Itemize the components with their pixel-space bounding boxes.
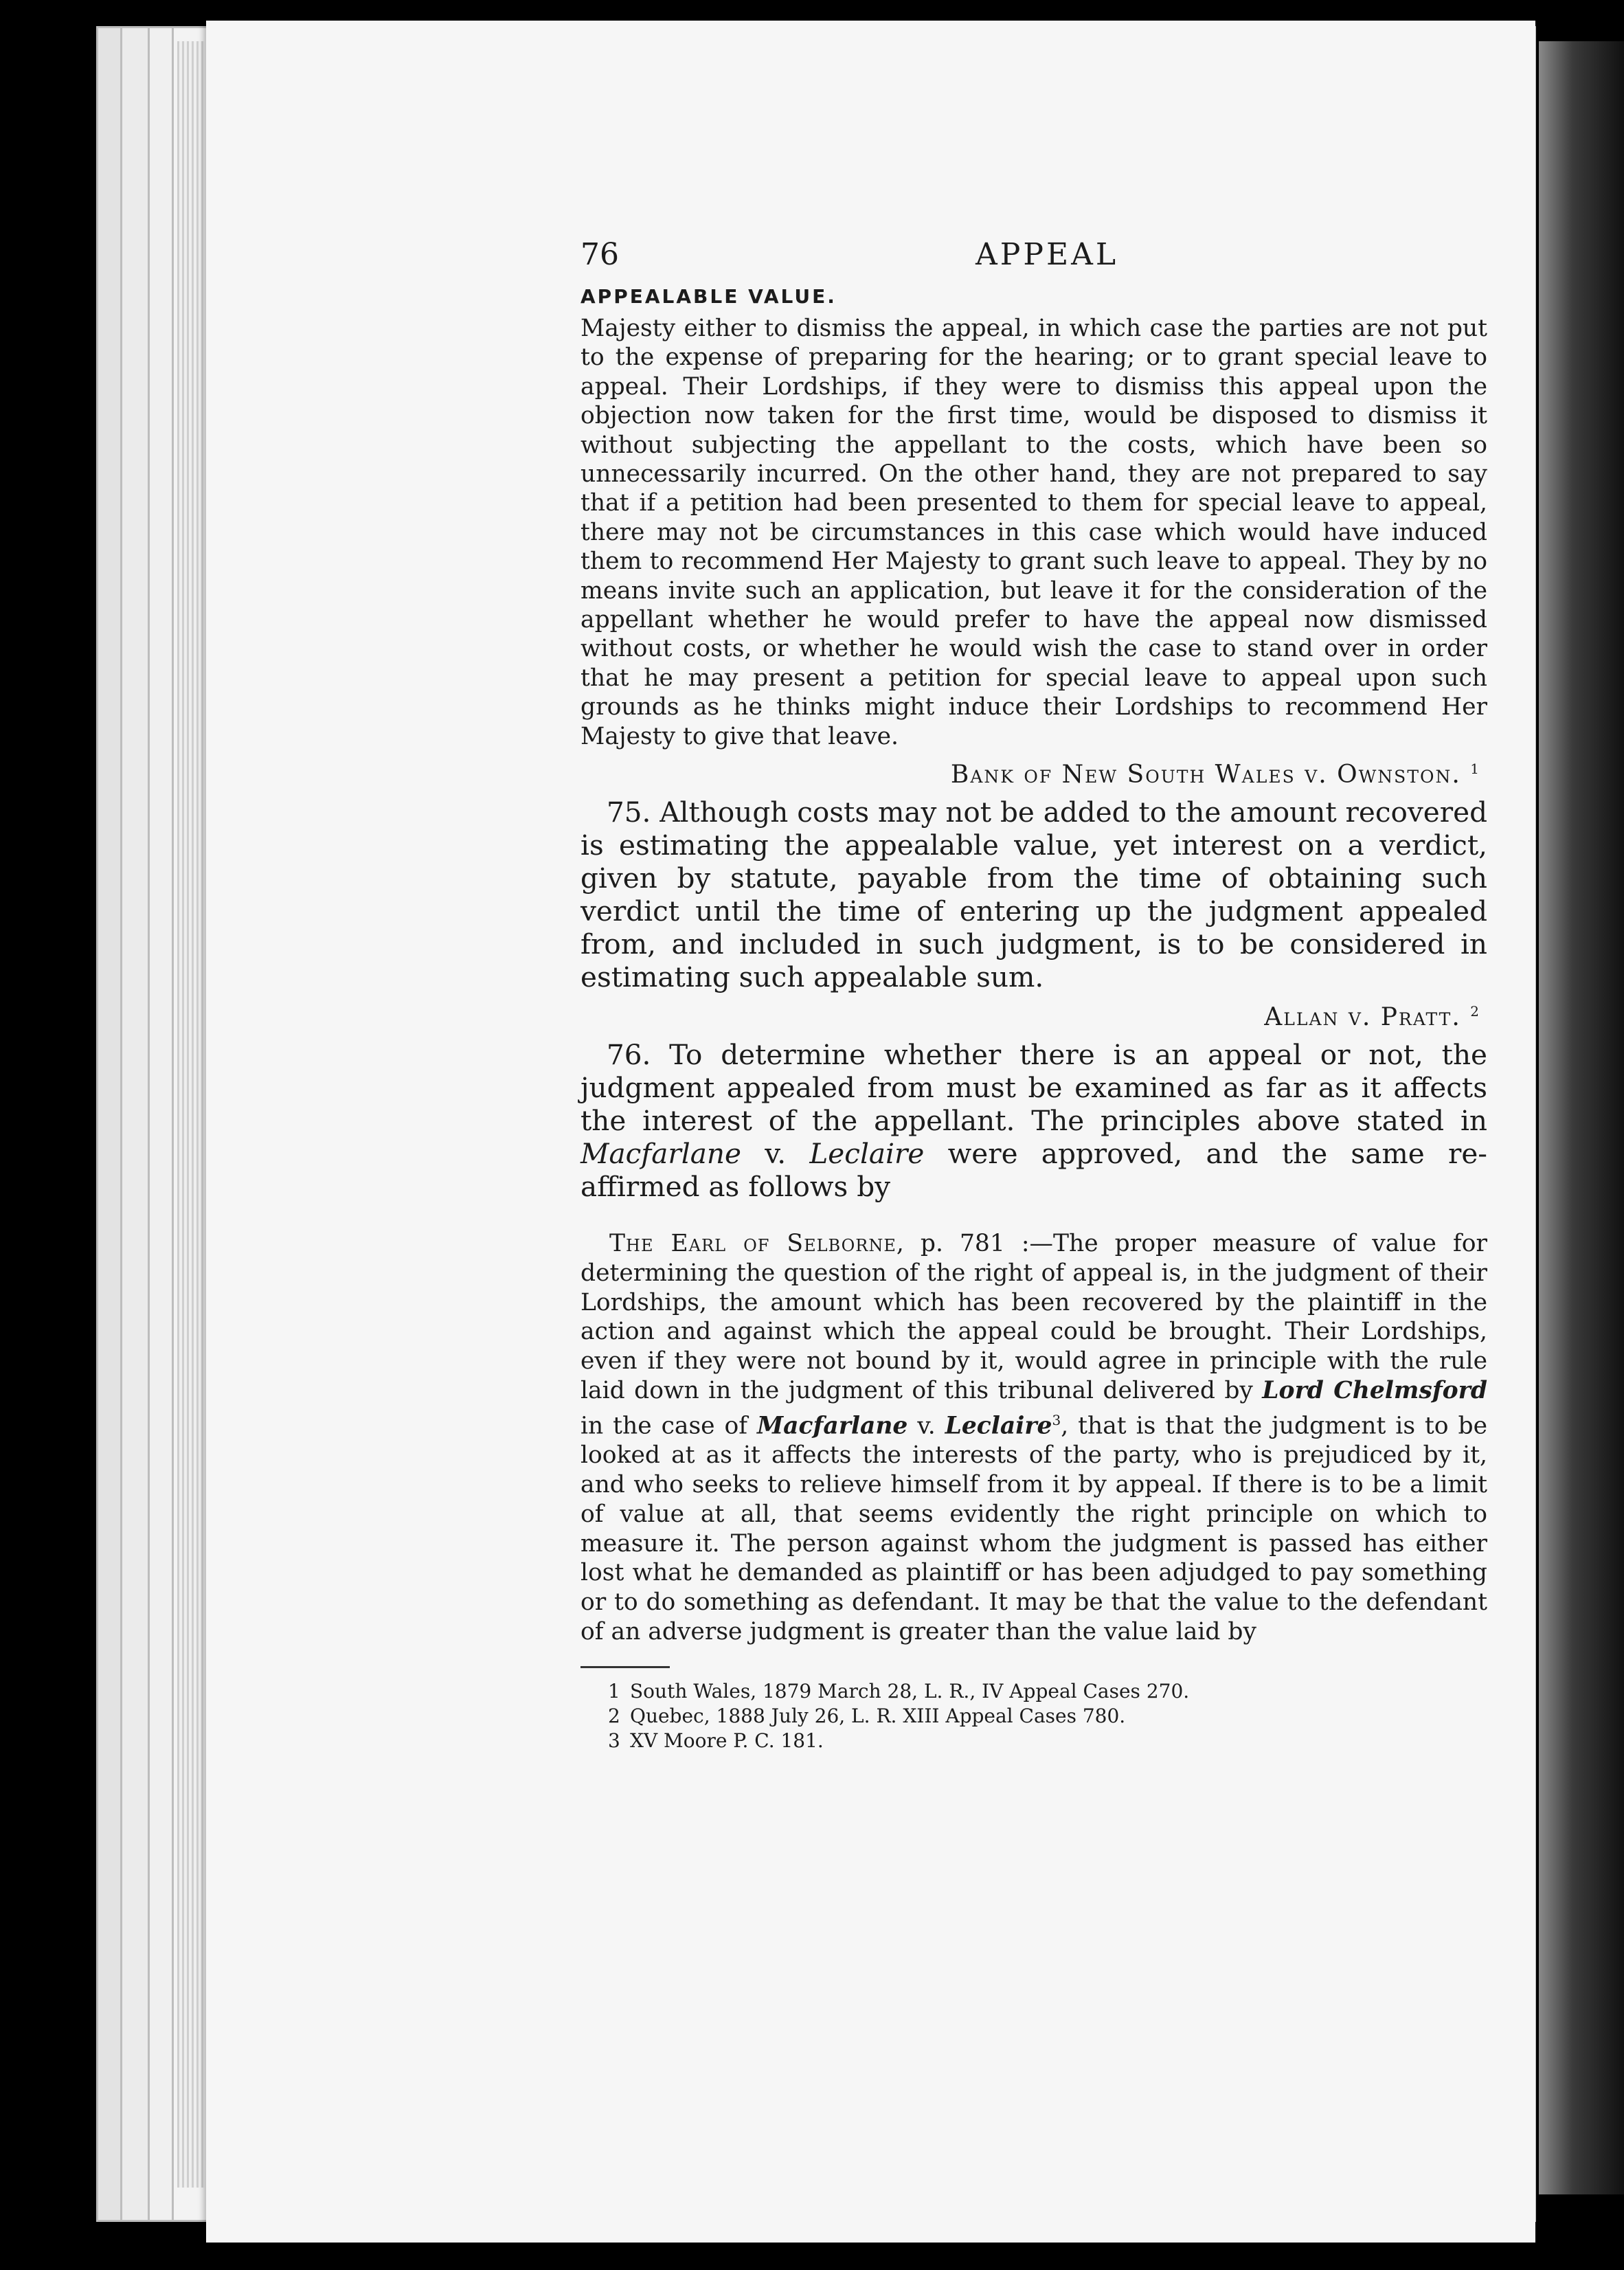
footnote-text: XV Moore P. C. 181. [630, 1729, 824, 1752]
running-head-title: APPEAL [975, 237, 1119, 272]
paragraph-76-text: 76. To determine whether there is an appeal or not, the judgment appealed from must be examined as far as it affects the interest of the appellant. The principles above stated in [580, 1038, 1487, 1138]
quoted-judgment [580, 1229, 1487, 1647]
footnote [608, 1679, 1487, 1704]
paragraph-76 [580, 1038, 1487, 1203]
case-name: Leclaire [809, 1137, 925, 1171]
footnote [608, 1729, 1487, 1753]
footnote-number: 3 [608, 1729, 620, 1752]
case-name: Leclaire [945, 1412, 1052, 1440]
citation-text: Allan v. Pratt. [1264, 1003, 1461, 1032]
paragraph-76-text: were approved, and the same re-affirmed as follows by [580, 1137, 1487, 1204]
page-content [580, 237, 1487, 1753]
footnote-ref: 3 [1052, 1411, 1061, 1428]
footnote [608, 1704, 1487, 1729]
footnotes [580, 1679, 1487, 1753]
page-edge-lines [177, 41, 205, 2188]
paragraph-75: 75. Although costs may not be added to the amount recovered is estimating the appealable value, yet interest on a verdict, given by statute, payable from the time of obtaining such verdict until the time of entering up the judgment appealed from, and included in such judgment, is to be considered in estimating such appealable sum. [580, 796, 1487, 994]
page-number: 76 [580, 237, 619, 272]
footnote-ref: 2 [1470, 1003, 1480, 1020]
continuation-paragraph: Majesty either to dismiss the appeal, in which case the parties are not put to the expense of preparing for the hearing; or to grant special leave to appeal. Their Lordships, if they were to dismiss this appeal upon the objection now taken for the first time, would be disposed to dismiss it without subjecting the appellant to the costs, which have been so unnecessarily incurred. On the other hand, they are not prepared to say that if a petition had been presented to them for special leave to appeal, there may not be circumstances in this case which would have induced them to recommend Her Majesty to grant such leave to appeal. They by no means invite such an application, but leave it for the consideration of the appellant whether he would prefer to have the appeal now dismissed without costs, or whether he would wish the case to stand over in order that he may present a petition for special leave to appeal upon such grounds as he thinks might induce their Lordships to recommend Her Majesty to give that leave. [580, 315, 1487, 750]
speaker: The Earl of Selborne [609, 1230, 896, 1258]
quote-text: , that is that the judgment is to be looked at as it affects the interests of the party, who is prejudiced by it, and who seeks to relieve himself from it by appeal. If there is to be a limit of value at all, that seems evidently the right principle on which to measure it. The person against whom the judgment is passed has either lost what he demanded as plaintiff or has been adjudged to pay something or to do something as defendant. It may be that the value to the defendant of an adverse judgment is greater than the value laid by [580, 1412, 1487, 1645]
quote-text: , p. 781 :—The proper measure of value for determining the question of the right of appeal is, in the judgment of their Lordships, the amount which has been recovered by the plaintiff in the action and against which the appeal could be brought. Their Lordships, even if they were not bound by it, would agree in principle with the rule laid down in the judgment of this tribunal delivered by [580, 1230, 1488, 1405]
running-head [580, 237, 1487, 278]
footnote-ref: 1 [1470, 761, 1480, 778]
section-tag: APPEALABLE VALUE. [580, 285, 837, 308]
case-name: Macfarlane [580, 1137, 741, 1171]
book-gutter [1539, 41, 1624, 2194]
footnote-text: South Wales, 1879 March 28, L. R., IV Appeal Cases 270. [630, 1679, 1190, 1702]
versus: v. [741, 1137, 810, 1171]
case-citation-1 [580, 761, 1487, 789]
footnote-number: 1 [608, 1679, 620, 1702]
footnote-rule [580, 1666, 670, 1668]
citation-text: Bank of New South Wales v. Ownston. [950, 761, 1461, 789]
case-citation-2 [580, 1003, 1487, 1031]
quote-text: in the case of [580, 1412, 757, 1440]
judge-name: Lord Chelmsford [1262, 1377, 1487, 1405]
footnote-number: 2 [608, 1704, 620, 1727]
versus: v. [907, 1412, 945, 1440]
footnote-text: Quebec, 1888 July 26, L. R. XIII Appeal Cases 780. [630, 1704, 1126, 1727]
case-name: Macfarlane [756, 1412, 908, 1440]
